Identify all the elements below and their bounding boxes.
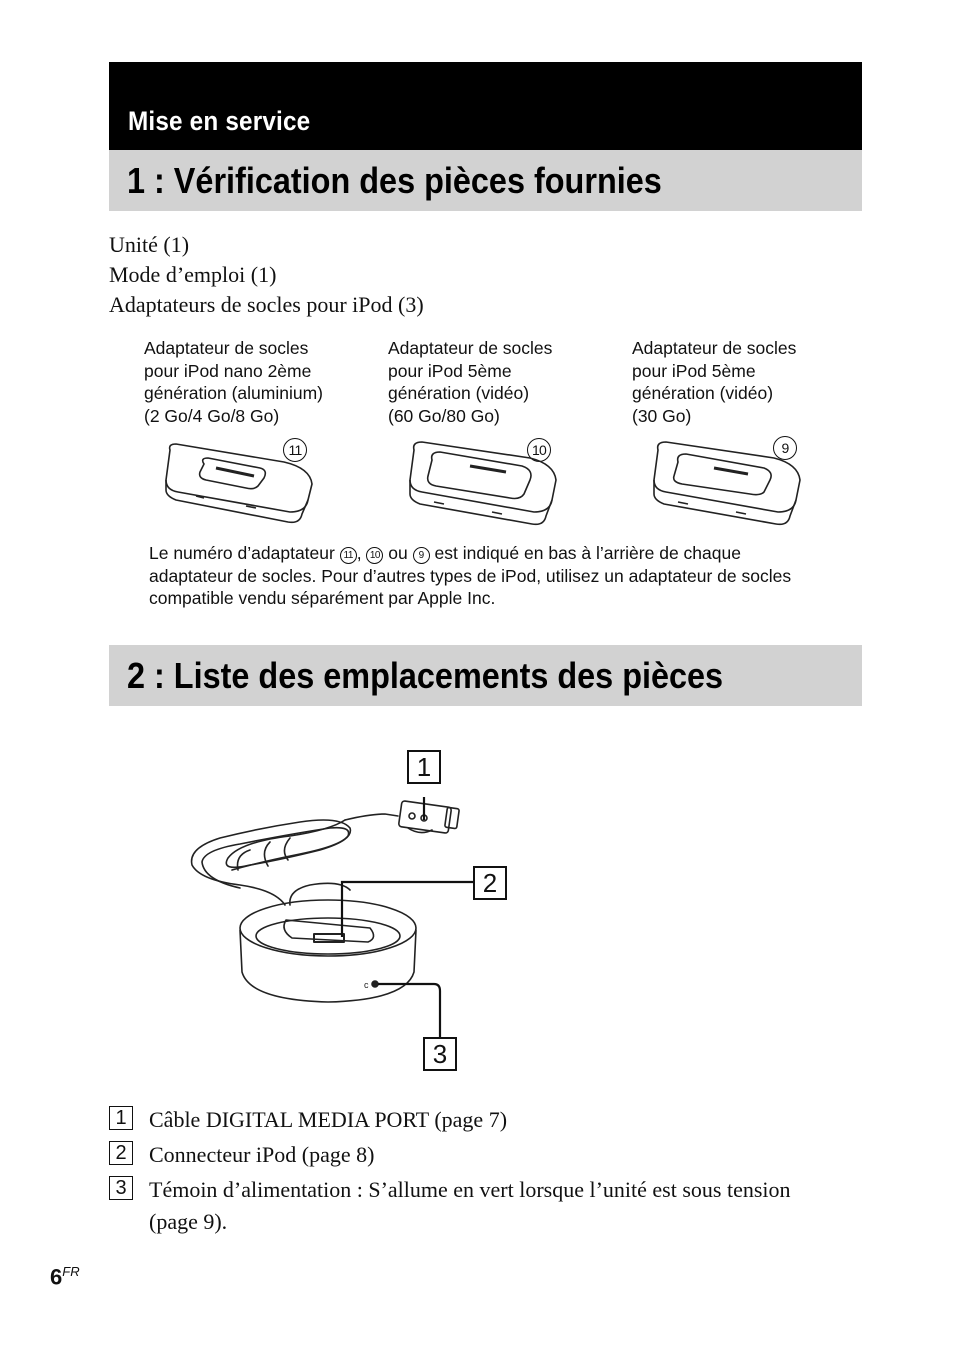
adapter-nano-illustration — [160, 438, 320, 530]
adapter-number-badge-10: 10 — [527, 438, 551, 462]
adapter-number-note — [149, 542, 829, 610]
note-number-11: 11 — [340, 547, 357, 564]
note-text-start: Le numéro d’adaptateur — [149, 543, 340, 563]
callout-lines — [320, 765, 520, 1075]
supplied-item-manual: Mode d’emploi (1) — [109, 262, 277, 287]
note-number-9: 9 — [413, 547, 430, 564]
heading-1: 1 : Vérification des pièces fournies — [127, 160, 662, 201]
section-header-title: Mise en service — [128, 106, 311, 136]
supplied-item-adapters: Adaptateurs de socles pour iPod (3) — [109, 292, 424, 317]
note-separator-1: , — [356, 543, 367, 563]
section-header-bar — [109, 62, 862, 150]
heading-2-bar — [109, 645, 862, 706]
callout-box-3: 3 — [423, 1037, 457, 1071]
legend-number-2: 2 — [109, 1141, 133, 1165]
note-text-end: est indiqué en bas à l’arrière de chaque adaptateur de socles. Pour d’autres types de iPod, utilisez un adaptateur de socles compatible vendu séparément par Apple Inc. — [149, 543, 792, 608]
adapter-caption-10: Adaptateur de socles pour iPod 5ème génération (vidéo) (60 Go/80 Go) — [388, 338, 553, 426]
legend-number-1: 1 — [109, 1106, 133, 1130]
callout-box-1: 1 — [407, 750, 441, 784]
page-number-value: 6 — [50, 1264, 63, 1290]
page-language-code: FR — [62, 1264, 80, 1279]
adapter-number-badge-11: 11 — [283, 438, 307, 462]
callout-box-2: 2 — [473, 866, 507, 900]
adapter-5g-60-80-illustration — [404, 438, 564, 530]
heading-1-bar — [109, 150, 862, 211]
legend-text-2: Connecteur iPod (page 8) — [149, 1142, 375, 1167]
adapter-number-badge-9: 9 — [773, 436, 797, 460]
legend-text-1: Câble DIGITAL MEDIA PORT (page 7) — [149, 1107, 508, 1132]
svg-text:c: c — [364, 980, 369, 990]
note-separator-2: ou — [383, 543, 413, 563]
legend-number-3: 3 — [109, 1176, 133, 1200]
heading-2: 2 : Liste des emplacements des pièces — [127, 655, 724, 696]
adapter-caption-11: Adaptateur de socles pour iPod nano 2ème génération (aluminium) (2 Go/4 Go/8 Go) — [144, 338, 323, 426]
page-number — [50, 1264, 80, 1290]
adapter-caption-9: Adaptateur de socles pour iPod 5ème génération (vidéo) (30 Go) — [632, 338, 797, 426]
legend-text-3: Témoin d’alimentation : S’allume en vert lorsque l’unité est sous tension (page 9). — [149, 1177, 791, 1234]
note-number-10: 10 — [366, 547, 383, 564]
supplied-item-unit: Unité (1) — [109, 232, 190, 257]
adapter-5g-30-illustration — [648, 438, 808, 530]
